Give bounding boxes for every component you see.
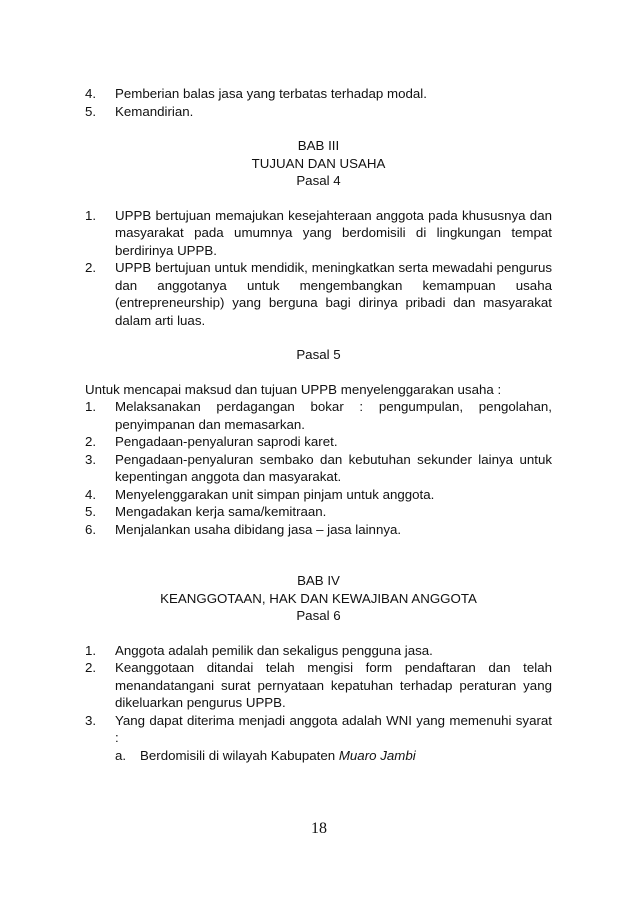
item-text: Kemandirian.	[115, 103, 194, 119]
list-item	[85, 521, 552, 539]
list-item	[85, 659, 552, 712]
item-text: UPPB bertujuan memajukan kesejahteraan anggota pada khususnya dan masyarakat pada umumnya yang berdomisili di lingkungan tempat berdirinya UPPB.	[115, 207, 552, 258]
sub-list-item	[85, 747, 552, 765]
item-number: 3.	[85, 712, 97, 728]
list-item	[85, 207, 552, 260]
item-number: 2.	[85, 434, 97, 449]
page-content	[85, 85, 552, 764]
chapter-number: BAB III	[297, 138, 340, 153]
article-heading: Pasal 6	[296, 608, 341, 623]
list-item	[85, 103, 552, 121]
item-number: 4.	[85, 486, 97, 502]
item-text: Menyelenggarakan unit simpan pinjam untuk anggota.	[115, 486, 435, 502]
list-item	[85, 259, 552, 329]
item-text: Keanggotaan ditandai telah mengisi form pendaftaran dan telah menandatangani surat pernyataan kepatuhan terhadap peraturan yang dikeluarkan pengurus UPPB.	[115, 660, 552, 710]
item-number: 6.	[85, 521, 97, 537]
item-text: Pengadaan-penyaluran saprodi karet.	[115, 434, 338, 449]
item-text: Pemberian balas jasa yang terbatas terhadap modal.	[115, 86, 427, 101]
page-number: 18	[311, 820, 327, 837]
item-number: 3.	[85, 451, 97, 467]
item-text: Melaksanakan perdagangan bokar : pengumpulan, pengolahan, penyimpanan dan memasarkan.	[115, 399, 552, 432]
list-item	[85, 433, 552, 451]
item-number: 1.	[85, 399, 97, 414]
list-item	[85, 451, 552, 486]
chapter-number: BAB IV	[297, 573, 340, 588]
article-heading: Pasal 4	[296, 173, 341, 188]
place-name: Muaro Jambi	[338, 747, 416, 763]
list-item	[85, 486, 552, 504]
sub-item-letter: a.	[115, 747, 127, 763]
list-item	[85, 85, 552, 103]
sub-item-text: Berdomisili di wilayah Kabupaten Muaro Jambi	[140, 747, 416, 763]
item-number: 1.	[85, 642, 97, 658]
list-item	[85, 642, 552, 660]
item-text: Pengadaan-penyaluran sembako dan kebutuhan sekunder lainya untuk kepentingan anggota dan masyarakat.	[115, 451, 552, 484]
item-number: 5.	[85, 103, 97, 119]
item-text: Yang dapat diterima menjadi anggota adalah WNI yang memenuhi syarat :	[115, 712, 552, 745]
list-item	[85, 712, 552, 747]
article-intro: Untuk mencapai maksud dan tujuan UPPB menyelenggarakan usaha :	[85, 381, 502, 397]
chapter-title: TUJUAN DAN USAHA	[251, 155, 386, 171]
item-text: Mengadakan kerja sama/kemitraan.	[115, 504, 327, 519]
list-item	[85, 503, 552, 521]
item-number: 2.	[85, 660, 97, 675]
chapter-title: KEANGGOTAAN, HAK DAN KEWAJIBAN ANGGOTA	[160, 590, 477, 606]
item-number: 4.	[85, 86, 97, 101]
item-text: UPPB bertujuan untuk mendidik, meningkatkan serta mewadahi pengurus dan anggotanya untuk mengembangkan kemampuan usaha (entrepreneurship) yang berguna bagi dirinya pribadi dan masyarakat dalam arti luas.	[115, 260, 552, 328]
item-number: 2.	[85, 260, 97, 275]
list-item	[85, 398, 552, 433]
article-heading: Pasal 5	[296, 347, 341, 362]
item-text: Menjalankan usaha dibidang jasa – jasa lainnya.	[115, 521, 402, 537]
item-number: 5.	[85, 504, 97, 519]
item-text: Anggota adalah pemilik dan sekaligus pengguna jasa.	[115, 642, 433, 658]
item-number: 1.	[85, 207, 97, 223]
